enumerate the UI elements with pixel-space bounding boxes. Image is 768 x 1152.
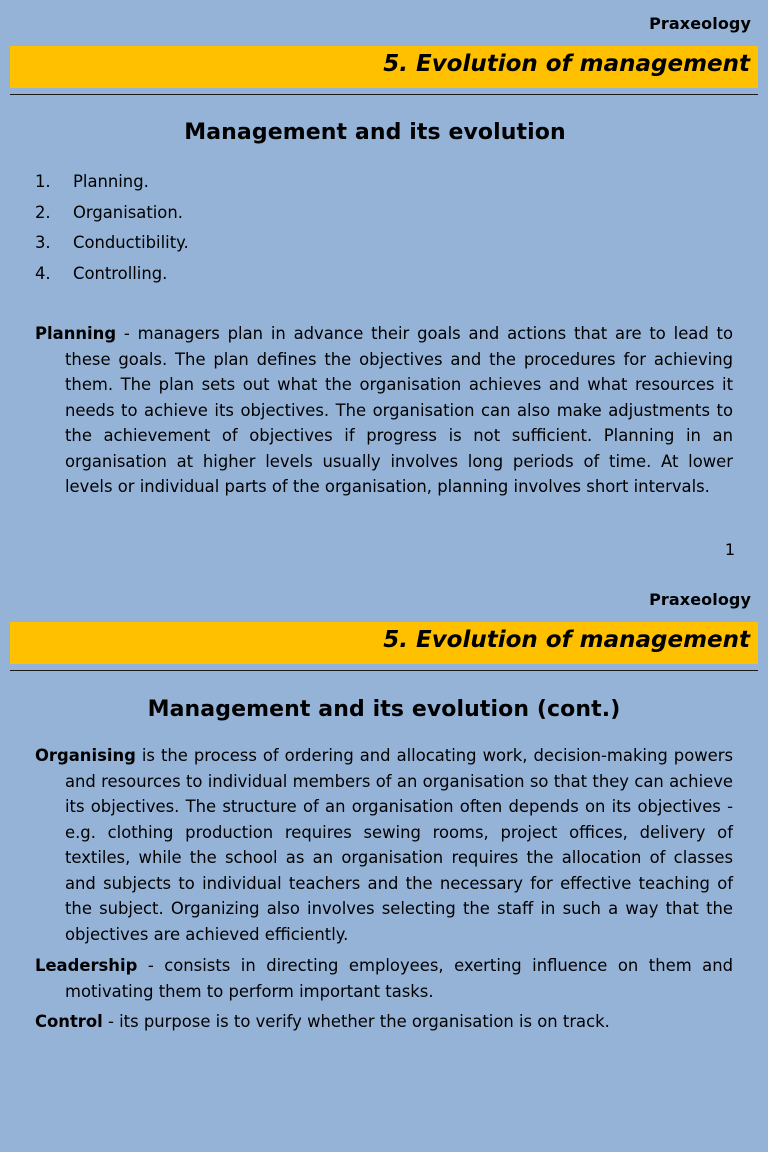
organising-text: is the process of ordering and allocating work, decision-making powers and resources to individual members of an organisation so that they can achieve its objectives. The structure of an organisation often depends on its objectives - e.g. clothing production requires sewing rooms, project offices, delivery of textiles, while the school as an organisation requires the allocation of classes and subjects to individual teachers and the necessary for effective teaching of the subject. Organizing also involves selecting the staff in such a way that the objectives are achieved efficiently. — [65, 746, 733, 944]
list-item-text: Controlling. — [73, 263, 168, 283]
course-label: Praxeology — [649, 590, 751, 609]
list-item-text: Conductibility. — [73, 233, 189, 252]
list-item — [35, 259, 189, 290]
planning-text: - managers plan in advance their goals and actions that are to lead to these goals. The plan defines the objectives and the procedures for achieving them. The plan sets out what the organisation achieves and what resources it needs to achieve its objectives. The organisation can also make adjustments to the achievement of objectives if progress is not sufficient. Planning in an organisation at higher levels usually involves long periods of time. At lower levels or individual parts of the organisation, planning involves short intervals. — [65, 324, 733, 496]
leadership-term: Leadership — [35, 956, 138, 975]
page-number: 1 — [724, 540, 735, 559]
planning-paragraph — [35, 321, 733, 500]
divider-line — [10, 94, 758, 95]
control-text: - its purpose is to verify whether the organisation is on track. — [102, 1012, 610, 1031]
slide-heading: Management and its evolution (cont.) — [147, 697, 621, 722]
slide-heading: Management and its evolution — [184, 120, 566, 145]
title-bar — [10, 46, 758, 88]
list-item-text: Organisation. — [73, 202, 183, 222]
divider-line — [10, 670, 758, 671]
list-item-number: 2. — [35, 202, 51, 222]
slide-title: 5. Evolution of management — [383, 627, 750, 653]
list-item-number: 4. — [35, 263, 51, 283]
leadership-text: - consists in directing employees, exerting influence on them and motivating them to perform important tasks. — [65, 956, 733, 1001]
organising-paragraph — [35, 743, 733, 947]
planning-term: Planning — [35, 324, 117, 343]
slide-2 — [0, 576, 768, 1152]
functions-list — [35, 167, 189, 289]
organising-term: Organising — [35, 746, 136, 765]
title-bar — [10, 622, 758, 664]
list-item-text: Planning. — [73, 172, 149, 191]
course-label: Praxeology — [649, 14, 751, 33]
list-item — [35, 167, 189, 198]
list-item-number: 1. — [35, 172, 51, 191]
list-item-number: 3. — [35, 233, 51, 252]
list-item — [35, 198, 189, 229]
leadership-paragraph — [35, 953, 733, 1004]
list-item — [35, 228, 189, 259]
control-paragraph — [35, 1009, 733, 1035]
control-term: Control — [35, 1012, 103, 1031]
slide-title: 5. Evolution of management — [383, 51, 750, 77]
